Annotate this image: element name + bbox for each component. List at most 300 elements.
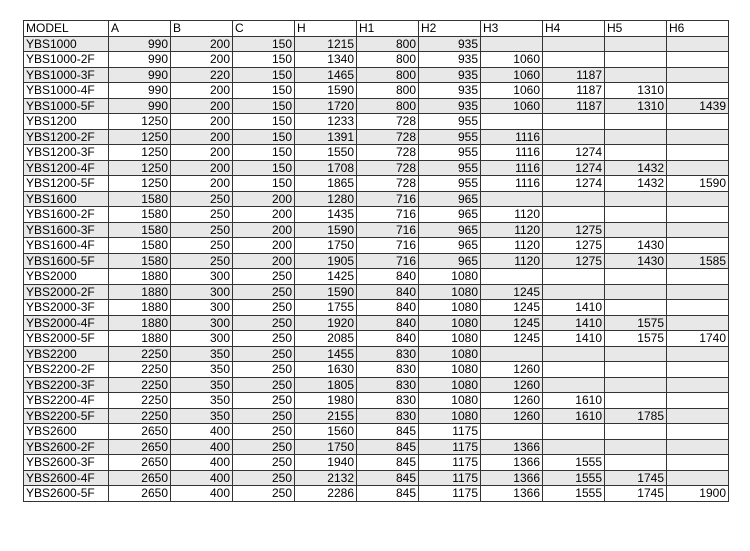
table-row <box>24 222 729 238</box>
value-cell: 1435 <box>295 207 357 223</box>
value-cell: 150 <box>233 160 295 176</box>
value-cell: 965 <box>419 253 481 269</box>
value-cell <box>605 52 667 68</box>
table-row <box>24 331 729 347</box>
value-cell: 955 <box>419 160 481 176</box>
value-cell <box>667 129 729 145</box>
model-cell: YBS1600-4F <box>24 238 109 254</box>
value-cell <box>481 269 543 285</box>
value-cell: 1940 <box>295 455 357 471</box>
value-cell <box>667 377 729 393</box>
table-row <box>24 393 729 409</box>
value-cell: 1260 <box>481 393 543 409</box>
value-cell: 1060 <box>481 98 543 114</box>
spec-table-body <box>24 21 729 502</box>
value-cell: 1425 <box>295 269 357 285</box>
value-cell: 1465 <box>295 67 357 83</box>
value-cell <box>667 315 729 331</box>
value-cell: 2250 <box>109 362 171 378</box>
value-cell <box>605 269 667 285</box>
value-cell: 990 <box>109 83 171 99</box>
value-cell: 1900 <box>667 486 729 502</box>
value-cell <box>667 408 729 424</box>
value-cell: 955 <box>419 145 481 161</box>
model-cell: YBS2200-2F <box>24 362 109 378</box>
value-cell: 1275 <box>543 222 605 238</box>
table-row <box>24 238 729 254</box>
model-cell: YBS1200-4F <box>24 160 109 176</box>
value-cell: 350 <box>171 393 233 409</box>
model-cell: YBS2000-2F <box>24 284 109 300</box>
value-cell: 200 <box>233 222 295 238</box>
value-cell <box>543 377 605 393</box>
value-cell: 220 <box>171 67 233 83</box>
value-cell <box>667 207 729 223</box>
value-cell: 728 <box>357 145 419 161</box>
value-cell <box>543 439 605 455</box>
value-cell: 1120 <box>481 222 543 238</box>
model-cell: YBS2600-3F <box>24 455 109 471</box>
column-header: MODEL <box>24 21 109 37</box>
value-cell: 1585 <box>667 253 729 269</box>
table-row <box>24 145 729 161</box>
table-row <box>24 377 729 393</box>
table-row <box>24 207 729 223</box>
value-cell <box>605 346 667 362</box>
table-row <box>24 52 729 68</box>
value-cell: 830 <box>357 408 419 424</box>
value-cell: 955 <box>419 129 481 145</box>
value-cell: 150 <box>233 145 295 161</box>
value-cell: 2650 <box>109 439 171 455</box>
value-cell: 250 <box>233 486 295 502</box>
value-cell <box>481 36 543 52</box>
value-cell: 935 <box>419 36 481 52</box>
column-header: A <box>109 21 171 37</box>
table-row <box>24 114 729 130</box>
value-cell: 1187 <box>543 98 605 114</box>
value-cell: 300 <box>171 315 233 331</box>
value-cell: 1215 <box>295 36 357 52</box>
value-cell: 935 <box>419 83 481 99</box>
value-cell: 1116 <box>481 129 543 145</box>
value-cell <box>667 455 729 471</box>
value-cell <box>667 67 729 83</box>
value-cell: 1080 <box>419 408 481 424</box>
value-cell: 1630 <box>295 362 357 378</box>
value-cell: 2132 <box>295 470 357 486</box>
value-cell: 990 <box>109 67 171 83</box>
value-cell <box>667 83 729 99</box>
table-row <box>24 129 729 145</box>
value-cell <box>481 191 543 207</box>
value-cell: 990 <box>109 98 171 114</box>
value-cell: 1610 <box>543 393 605 409</box>
value-cell: 150 <box>233 52 295 68</box>
value-cell: 2650 <box>109 424 171 440</box>
value-cell: 830 <box>357 393 419 409</box>
value-cell: 955 <box>419 114 481 130</box>
value-cell: 716 <box>357 253 419 269</box>
value-cell: 1060 <box>481 67 543 83</box>
value-cell: 800 <box>357 98 419 114</box>
column-header: H4 <box>543 21 605 37</box>
value-cell: 1245 <box>481 315 543 331</box>
value-cell: 1260 <box>481 408 543 424</box>
value-cell: 1580 <box>109 238 171 254</box>
value-cell: 716 <box>357 222 419 238</box>
value-cell: 965 <box>419 191 481 207</box>
table-row <box>24 486 729 502</box>
value-cell <box>543 36 605 52</box>
value-cell: 716 <box>357 238 419 254</box>
value-cell <box>667 346 729 362</box>
value-cell <box>605 145 667 161</box>
value-cell: 1366 <box>481 486 543 502</box>
value-cell: 990 <box>109 52 171 68</box>
value-cell: 845 <box>357 455 419 471</box>
table-row <box>24 98 729 114</box>
value-cell: 1250 <box>109 129 171 145</box>
value-cell: 716 <box>357 207 419 223</box>
value-cell <box>605 67 667 83</box>
value-cell <box>667 114 729 130</box>
table-row <box>24 191 729 207</box>
value-cell: 1550 <box>295 145 357 161</box>
value-cell: 400 <box>171 470 233 486</box>
table-row <box>24 269 729 285</box>
value-cell: 250 <box>171 222 233 238</box>
value-cell: 1410 <box>543 315 605 331</box>
value-cell <box>605 362 667 378</box>
value-cell <box>667 424 729 440</box>
value-cell: 400 <box>171 439 233 455</box>
value-cell <box>667 222 729 238</box>
value-cell: 1785 <box>605 408 667 424</box>
value-cell: 1245 <box>481 331 543 347</box>
value-cell: 1175 <box>419 424 481 440</box>
value-cell: 200 <box>171 52 233 68</box>
value-cell: 350 <box>171 346 233 362</box>
value-cell <box>543 362 605 378</box>
model-cell: YBS1600-2F <box>24 207 109 223</box>
value-cell: 1280 <box>295 191 357 207</box>
value-cell: 1260 <box>481 362 543 378</box>
value-cell: 1455 <box>295 346 357 362</box>
value-cell: 1410 <box>543 300 605 316</box>
value-cell: 800 <box>357 52 419 68</box>
table-row <box>24 67 729 83</box>
value-cell: 1366 <box>481 455 543 471</box>
value-cell <box>667 238 729 254</box>
value-cell: 840 <box>357 331 419 347</box>
value-cell <box>543 207 605 223</box>
value-cell: 250 <box>233 377 295 393</box>
value-cell: 728 <box>357 129 419 145</box>
value-cell: 990 <box>109 36 171 52</box>
value-cell: 1080 <box>419 362 481 378</box>
value-cell: 150 <box>233 67 295 83</box>
value-cell: 1274 <box>543 160 605 176</box>
value-cell: 1439 <box>667 98 729 114</box>
value-cell: 1580 <box>109 253 171 269</box>
value-cell: 965 <box>419 222 481 238</box>
value-cell <box>605 222 667 238</box>
value-cell: 1275 <box>543 253 605 269</box>
value-cell <box>667 439 729 455</box>
model-cell: YBS1000 <box>24 36 109 52</box>
value-cell: 935 <box>419 52 481 68</box>
table-row <box>24 408 729 424</box>
value-cell <box>605 439 667 455</box>
value-cell <box>605 207 667 223</box>
value-cell <box>543 191 605 207</box>
column-header: B <box>171 21 233 37</box>
table-row <box>24 36 729 52</box>
value-cell: 728 <box>357 160 419 176</box>
value-cell: 1555 <box>543 455 605 471</box>
value-cell: 1120 <box>481 253 543 269</box>
value-cell: 1116 <box>481 160 543 176</box>
value-cell: 200 <box>233 191 295 207</box>
value-cell: 1720 <box>295 98 357 114</box>
value-cell: 1274 <box>543 176 605 192</box>
value-cell: 1366 <box>481 470 543 486</box>
value-cell <box>543 52 605 68</box>
value-cell: 1187 <box>543 67 605 83</box>
value-cell: 250 <box>233 300 295 316</box>
model-cell: YBS1200-3F <box>24 145 109 161</box>
model-cell: YBS2200 <box>24 346 109 362</box>
value-cell <box>605 284 667 300</box>
value-cell: 400 <box>171 486 233 502</box>
header-row <box>24 21 729 37</box>
table-row <box>24 470 729 486</box>
value-cell: 1080 <box>419 346 481 362</box>
column-header: C <box>233 21 295 37</box>
value-cell <box>605 393 667 409</box>
value-cell: 845 <box>357 439 419 455</box>
value-cell <box>605 455 667 471</box>
value-cell: 250 <box>233 393 295 409</box>
value-cell: 800 <box>357 36 419 52</box>
model-cell: YBS2600 <box>24 424 109 440</box>
model-cell: YBS2000-4F <box>24 315 109 331</box>
value-cell: 840 <box>357 284 419 300</box>
value-cell: 1250 <box>109 176 171 192</box>
value-cell: 1750 <box>295 439 357 455</box>
value-cell: 935 <box>419 98 481 114</box>
value-cell: 1250 <box>109 114 171 130</box>
value-cell: 2650 <box>109 455 171 471</box>
value-cell: 845 <box>357 424 419 440</box>
value-cell: 1245 <box>481 300 543 316</box>
value-cell: 1060 <box>481 83 543 99</box>
value-cell: 250 <box>171 238 233 254</box>
value-cell: 1755 <box>295 300 357 316</box>
value-cell: 200 <box>233 207 295 223</box>
value-cell: 840 <box>357 315 419 331</box>
column-header: H3 <box>481 21 543 37</box>
value-cell: 1175 <box>419 486 481 502</box>
model-cell: YBS2000-5F <box>24 331 109 347</box>
value-cell <box>543 129 605 145</box>
model-cell: YBS1200 <box>24 114 109 130</box>
value-cell: 250 <box>233 269 295 285</box>
value-cell: 1432 <box>605 176 667 192</box>
value-cell: 1745 <box>605 470 667 486</box>
table-row <box>24 424 729 440</box>
value-cell: 2250 <box>109 408 171 424</box>
value-cell <box>543 346 605 362</box>
model-cell: YBS1000-4F <box>24 83 109 99</box>
model-cell: YBS2600-4F <box>24 470 109 486</box>
value-cell: 150 <box>233 114 295 130</box>
value-cell <box>543 269 605 285</box>
value-cell: 400 <box>171 424 233 440</box>
value-cell: 2250 <box>109 377 171 393</box>
table-row <box>24 160 729 176</box>
table-row <box>24 83 729 99</box>
value-cell: 1060 <box>481 52 543 68</box>
value-cell: 965 <box>419 238 481 254</box>
value-cell: 1580 <box>109 207 171 223</box>
value-cell: 1116 <box>481 176 543 192</box>
value-cell: 1366 <box>481 439 543 455</box>
model-cell: YBS1600-3F <box>24 222 109 238</box>
value-cell: 1740 <box>667 331 729 347</box>
value-cell: 200 <box>171 176 233 192</box>
value-cell <box>481 114 543 130</box>
value-cell: 200 <box>233 253 295 269</box>
value-cell: 845 <box>357 470 419 486</box>
value-cell: 1275 <box>543 238 605 254</box>
value-cell: 1080 <box>419 393 481 409</box>
value-cell <box>667 191 729 207</box>
value-cell: 716 <box>357 191 419 207</box>
value-cell <box>543 114 605 130</box>
value-cell: 200 <box>171 145 233 161</box>
value-cell: 1580 <box>109 191 171 207</box>
value-cell <box>667 362 729 378</box>
value-cell: 1274 <box>543 145 605 161</box>
column-header: H5 <box>605 21 667 37</box>
value-cell: 1590 <box>295 222 357 238</box>
value-cell: 1575 <box>605 331 667 347</box>
value-cell: 1187 <box>543 83 605 99</box>
value-cell: 1590 <box>295 83 357 99</box>
value-cell: 728 <box>357 114 419 130</box>
table-row <box>24 455 729 471</box>
value-cell <box>543 284 605 300</box>
value-cell: 1610 <box>543 408 605 424</box>
value-cell: 1708 <box>295 160 357 176</box>
table-row <box>24 176 729 192</box>
model-cell: YBS1200-5F <box>24 176 109 192</box>
value-cell: 1590 <box>667 176 729 192</box>
value-cell: 350 <box>171 408 233 424</box>
value-cell: 1340 <box>295 52 357 68</box>
value-cell: 1880 <box>109 315 171 331</box>
table-row <box>24 362 729 378</box>
value-cell: 935 <box>419 67 481 83</box>
value-cell: 200 <box>171 129 233 145</box>
value-cell: 1880 <box>109 300 171 316</box>
value-cell: 800 <box>357 83 419 99</box>
value-cell: 1555 <box>543 486 605 502</box>
value-cell: 1865 <box>295 176 357 192</box>
table-row <box>24 284 729 300</box>
value-cell: 1745 <box>605 486 667 502</box>
value-cell: 300 <box>171 269 233 285</box>
value-cell: 250 <box>233 470 295 486</box>
value-cell: 250 <box>233 346 295 362</box>
value-cell <box>605 191 667 207</box>
value-cell: 1080 <box>419 284 481 300</box>
value-cell: 250 <box>233 315 295 331</box>
value-cell: 728 <box>357 176 419 192</box>
model-cell: YBS2200-5F <box>24 408 109 424</box>
value-cell: 250 <box>233 331 295 347</box>
value-cell <box>543 424 605 440</box>
value-cell: 1410 <box>543 331 605 347</box>
model-cell: YBS2200-3F <box>24 377 109 393</box>
value-cell: 1250 <box>109 145 171 161</box>
value-cell: 1430 <box>605 238 667 254</box>
value-cell <box>667 36 729 52</box>
value-cell: 1750 <box>295 238 357 254</box>
value-cell: 150 <box>233 98 295 114</box>
value-cell: 250 <box>233 455 295 471</box>
model-cell: YBS1600 <box>24 191 109 207</box>
value-cell: 1920 <box>295 315 357 331</box>
value-cell <box>481 346 543 362</box>
value-cell: 2286 <box>295 486 357 502</box>
table-row <box>24 346 729 362</box>
value-cell: 1880 <box>109 269 171 285</box>
value-cell: 150 <box>233 129 295 145</box>
model-cell: YBS1000-5F <box>24 98 109 114</box>
value-cell: 1310 <box>605 98 667 114</box>
value-cell: 1432 <box>605 160 667 176</box>
value-cell <box>667 160 729 176</box>
value-cell: 250 <box>233 424 295 440</box>
value-cell: 250 <box>233 408 295 424</box>
value-cell: 250 <box>171 191 233 207</box>
value-cell: 840 <box>357 300 419 316</box>
value-cell: 1080 <box>419 300 481 316</box>
model-cell: YBS2000 <box>24 269 109 285</box>
value-cell: 300 <box>171 300 233 316</box>
value-cell: 1880 <box>109 331 171 347</box>
value-cell <box>605 377 667 393</box>
value-cell <box>667 300 729 316</box>
value-cell: 1233 <box>295 114 357 130</box>
value-cell: 830 <box>357 346 419 362</box>
column-header: H2 <box>419 21 481 37</box>
value-cell: 1080 <box>419 315 481 331</box>
value-cell: 200 <box>233 238 295 254</box>
value-cell: 150 <box>233 36 295 52</box>
model-cell: YBS2600-2F <box>24 439 109 455</box>
value-cell: 300 <box>171 284 233 300</box>
value-cell: 200 <box>171 83 233 99</box>
value-cell: 1590 <box>295 284 357 300</box>
value-cell <box>605 300 667 316</box>
value-cell: 250 <box>233 439 295 455</box>
value-cell: 1116 <box>481 145 543 161</box>
value-cell <box>605 114 667 130</box>
